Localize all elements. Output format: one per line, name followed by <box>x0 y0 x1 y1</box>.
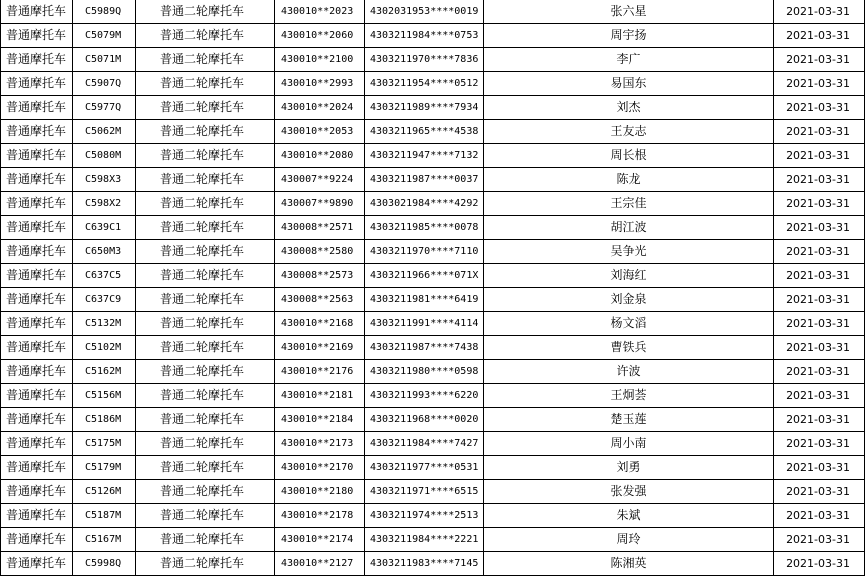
name-cell: 楚玉莲 <box>484 408 774 432</box>
category-cell: 普通摩托车 <box>1 336 73 360</box>
license-number-cell: 430010**2173 <box>275 432 365 456</box>
date-cell: 2021-03-31 <box>774 96 865 120</box>
name-cell: 刘海红 <box>484 264 774 288</box>
table-row <box>1 432 865 456</box>
vehicle-type-cell: 普通二轮摩托车 <box>136 408 275 432</box>
id-number-cell: 4303211993****6220 <box>365 384 484 408</box>
category-cell: 普通摩托车 <box>1 72 73 96</box>
id-number-cell: 4303211966****071X <box>365 264 484 288</box>
vehicle-type-cell: 普通二轮摩托车 <box>136 96 275 120</box>
license-number-cell: 430010**2023 <box>275 0 365 24</box>
license-number-cell: 430010**2181 <box>275 384 365 408</box>
license-number-cell: 430008**2573 <box>275 264 365 288</box>
license-number-cell: 430007**9224 <box>275 168 365 192</box>
table-row <box>1 504 865 528</box>
category-cell: 普通摩托车 <box>1 552 73 576</box>
plate-number-cell: C5080M <box>73 144 136 168</box>
id-number-cell: 4303211947****7132 <box>365 144 484 168</box>
date-cell: 2021-03-31 <box>774 168 865 192</box>
plate-number-cell: C5062M <box>73 120 136 144</box>
table-row <box>1 240 865 264</box>
plate-number-cell: C5079M <box>73 24 136 48</box>
category-cell: 普通摩托车 <box>1 528 73 552</box>
license-number-cell: 430007**9890 <box>275 192 365 216</box>
table-row <box>1 384 865 408</box>
id-number-cell: 4303211984****2221 <box>365 528 484 552</box>
license-number-cell: 430010**2170 <box>275 456 365 480</box>
vehicle-type-cell: 普通二轮摩托车 <box>136 360 275 384</box>
date-cell: 2021-03-31 <box>774 0 865 24</box>
plate-number-cell: C650M3 <box>73 240 136 264</box>
vehicle-type-cell: 普通二轮摩托车 <box>136 144 275 168</box>
category-cell: 普通摩托车 <box>1 144 73 168</box>
plate-number-cell: C5998Q <box>73 552 136 576</box>
date-cell: 2021-03-31 <box>774 192 865 216</box>
license-number-cell: 430010**2174 <box>275 528 365 552</box>
plate-number-cell: C5071M <box>73 48 136 72</box>
date-cell: 2021-03-31 <box>774 336 865 360</box>
plate-number-cell: C5187M <box>73 504 136 528</box>
date-cell: 2021-03-31 <box>774 72 865 96</box>
category-cell: 普通摩托车 <box>1 264 73 288</box>
name-cell: 刘勇 <box>484 456 774 480</box>
id-number-cell: 4303211984****7427 <box>365 432 484 456</box>
name-cell: 张发强 <box>484 480 774 504</box>
vehicle-type-cell: 普通二轮摩托车 <box>136 48 275 72</box>
plate-number-cell: C5167M <box>73 528 136 552</box>
name-cell: 张六星 <box>484 0 774 24</box>
plate-number-cell: C637C9 <box>73 288 136 312</box>
name-cell: 周玲 <box>484 528 774 552</box>
plate-number-cell: C5977Q <box>73 96 136 120</box>
table-row <box>1 456 865 480</box>
name-cell: 曹铁兵 <box>484 336 774 360</box>
table-row <box>1 0 865 24</box>
table-row <box>1 192 865 216</box>
license-number-cell: 430010**2100 <box>275 48 365 72</box>
name-cell: 朱斌 <box>484 504 774 528</box>
plate-number-cell: C5989Q <box>73 0 136 24</box>
category-cell: 普通摩托车 <box>1 48 73 72</box>
category-cell: 普通摩托车 <box>1 24 73 48</box>
name-cell: 王友志 <box>484 120 774 144</box>
date-cell: 2021-03-31 <box>774 216 865 240</box>
date-cell: 2021-03-31 <box>774 240 865 264</box>
id-number-cell: 4303211985****0078 <box>365 216 484 240</box>
name-cell: 刘杰 <box>484 96 774 120</box>
vehicle-type-cell: 普通二轮摩托车 <box>136 312 275 336</box>
date-cell: 2021-03-31 <box>774 528 865 552</box>
id-number-cell: 4303211965****4538 <box>365 120 484 144</box>
table-row <box>1 264 865 288</box>
category-cell: 普通摩托车 <box>1 480 73 504</box>
name-cell: 王炯荟 <box>484 384 774 408</box>
id-number-cell: 4303211991****4114 <box>365 312 484 336</box>
license-number-cell: 430010**2168 <box>275 312 365 336</box>
plate-number-cell: C5132M <box>73 312 136 336</box>
name-cell: 杨文滔 <box>484 312 774 336</box>
name-cell: 陈湘英 <box>484 552 774 576</box>
plate-number-cell: C637C5 <box>73 264 136 288</box>
category-cell: 普通摩托车 <box>1 192 73 216</box>
table-row <box>1 24 865 48</box>
category-cell: 普通摩托车 <box>1 288 73 312</box>
category-cell: 普通摩托车 <box>1 240 73 264</box>
plate-number-cell: C5186M <box>73 408 136 432</box>
date-cell: 2021-03-31 <box>774 24 865 48</box>
table-row <box>1 408 865 432</box>
date-cell: 2021-03-31 <box>774 288 865 312</box>
plate-number-cell: C598X3 <box>73 168 136 192</box>
table-row <box>1 216 865 240</box>
name-cell: 周宇扬 <box>484 24 774 48</box>
name-cell: 周长根 <box>484 144 774 168</box>
id-number-cell: 4303211977****0531 <box>365 456 484 480</box>
vehicle-type-cell: 普通二轮摩托车 <box>136 456 275 480</box>
name-cell: 李广 <box>484 48 774 72</box>
table-row <box>1 360 865 384</box>
license-number-cell: 430010**2024 <box>275 96 365 120</box>
license-number-cell: 430008**2571 <box>275 216 365 240</box>
vehicle-type-cell: 普通二轮摩托车 <box>136 168 275 192</box>
date-cell: 2021-03-31 <box>774 312 865 336</box>
category-cell: 普通摩托车 <box>1 216 73 240</box>
plate-number-cell: C5102M <box>73 336 136 360</box>
date-cell: 2021-03-31 <box>774 264 865 288</box>
vehicle-type-cell: 普通二轮摩托车 <box>136 24 275 48</box>
table-row <box>1 552 865 576</box>
id-number-cell: 4303211987****0037 <box>365 168 484 192</box>
table-row <box>1 528 865 552</box>
date-cell: 2021-03-31 <box>774 480 865 504</box>
category-cell: 普通摩托车 <box>1 96 73 120</box>
vehicle-type-cell: 普通二轮摩托车 <box>136 432 275 456</box>
name-cell: 胡江波 <box>484 216 774 240</box>
vehicle-type-cell: 普通二轮摩托车 <box>136 120 275 144</box>
table-row <box>1 288 865 312</box>
id-number-cell: 4303211989****7934 <box>365 96 484 120</box>
vehicle-type-cell: 普通二轮摩托车 <box>136 528 275 552</box>
date-cell: 2021-03-31 <box>774 120 865 144</box>
id-number-cell: 4303211968****0020 <box>365 408 484 432</box>
name-cell: 周小南 <box>484 432 774 456</box>
id-number-cell: 4303211987****7438 <box>365 336 484 360</box>
category-cell: 普通摩托车 <box>1 432 73 456</box>
id-number-cell: 4303211983****7145 <box>365 552 484 576</box>
plate-number-cell: C5162M <box>73 360 136 384</box>
vehicle-type-cell: 普通二轮摩托车 <box>136 192 275 216</box>
table-row <box>1 168 865 192</box>
vehicle-type-cell: 普通二轮摩托车 <box>136 384 275 408</box>
table-row <box>1 144 865 168</box>
id-number-cell: 4302031953****0019 <box>365 0 484 24</box>
table-row <box>1 72 865 96</box>
vehicle-type-cell: 普通二轮摩托车 <box>136 288 275 312</box>
plate-number-cell: C5156M <box>73 384 136 408</box>
category-cell: 普通摩托车 <box>1 360 73 384</box>
category-cell: 普通摩托车 <box>1 168 73 192</box>
table-row <box>1 48 865 72</box>
date-cell: 2021-03-31 <box>774 504 865 528</box>
vehicle-type-cell: 普通二轮摩托车 <box>136 504 275 528</box>
license-number-cell: 430010**2080 <box>275 144 365 168</box>
license-number-cell: 430010**2180 <box>275 480 365 504</box>
id-number-cell: 4303211954****0512 <box>365 72 484 96</box>
license-number-cell: 430008**2580 <box>275 240 365 264</box>
table-body <box>1 0 865 576</box>
vehicle-type-cell: 普通二轮摩托车 <box>136 480 275 504</box>
vehicle-type-cell: 普通二轮摩托车 <box>136 264 275 288</box>
license-number-cell: 430010**2053 <box>275 120 365 144</box>
category-cell: 普通摩托车 <box>1 408 73 432</box>
license-number-cell: 430010**2127 <box>275 552 365 576</box>
name-cell: 许波 <box>484 360 774 384</box>
date-cell: 2021-03-31 <box>774 360 865 384</box>
name-cell: 陈龙 <box>484 168 774 192</box>
vehicle-type-cell: 普通二轮摩托车 <box>136 552 275 576</box>
plate-number-cell: C5126M <box>73 480 136 504</box>
license-number-cell: 430010**2178 <box>275 504 365 528</box>
id-number-cell: 4303211974****2513 <box>365 504 484 528</box>
date-cell: 2021-03-31 <box>774 144 865 168</box>
category-cell: 普通摩托车 <box>1 384 73 408</box>
date-cell: 2021-03-31 <box>774 408 865 432</box>
vehicle-type-cell: 普通二轮摩托车 <box>136 72 275 96</box>
plate-number-cell: C639C1 <box>73 216 136 240</box>
table-row <box>1 480 865 504</box>
date-cell: 2021-03-31 <box>774 432 865 456</box>
table-row <box>1 96 865 120</box>
id-number-cell: 4303211971****6515 <box>365 480 484 504</box>
table-row <box>1 336 865 360</box>
name-cell: 吴争光 <box>484 240 774 264</box>
id-number-cell: 4303211980****0598 <box>365 360 484 384</box>
plate-number-cell: C5179M <box>73 456 136 480</box>
date-cell: 2021-03-31 <box>774 456 865 480</box>
plate-number-cell: C5907Q <box>73 72 136 96</box>
license-number-cell: 430008**2563 <box>275 288 365 312</box>
category-cell: 普通摩托车 <box>1 456 73 480</box>
date-cell: 2021-03-31 <box>774 48 865 72</box>
vehicle-type-cell: 普通二轮摩托车 <box>136 336 275 360</box>
vehicle-type-cell: 普通二轮摩托车 <box>136 216 275 240</box>
table-row <box>1 120 865 144</box>
id-number-cell: 4303211984****0753 <box>365 24 484 48</box>
date-cell: 2021-03-31 <box>774 384 865 408</box>
id-number-cell: 4303211981****6419 <box>365 288 484 312</box>
license-number-cell: 430010**2169 <box>275 336 365 360</box>
license-number-cell: 430010**2060 <box>275 24 365 48</box>
category-cell: 普通摩托车 <box>1 0 73 24</box>
category-cell: 普通摩托车 <box>1 504 73 528</box>
name-cell: 易国东 <box>484 72 774 96</box>
license-number-cell: 430010**2176 <box>275 360 365 384</box>
name-cell: 刘金泉 <box>484 288 774 312</box>
plate-number-cell: C5175M <box>73 432 136 456</box>
category-cell: 普通摩托车 <box>1 120 73 144</box>
license-number-cell: 430010**2993 <box>275 72 365 96</box>
vehicle-type-cell: 普通二轮摩托车 <box>136 240 275 264</box>
vehicle-type-cell: 普通二轮摩托车 <box>136 0 275 24</box>
id-number-cell: 4303211970****7110 <box>365 240 484 264</box>
table-row <box>1 312 865 336</box>
name-cell: 王宗佳 <box>484 192 774 216</box>
plate-number-cell: C598X2 <box>73 192 136 216</box>
date-cell: 2021-03-31 <box>774 552 865 576</box>
id-number-cell: 4303211970****7836 <box>365 48 484 72</box>
license-number-cell: 430010**2184 <box>275 408 365 432</box>
category-cell: 普通摩托车 <box>1 312 73 336</box>
id-number-cell: 4303021984****4292 <box>365 192 484 216</box>
